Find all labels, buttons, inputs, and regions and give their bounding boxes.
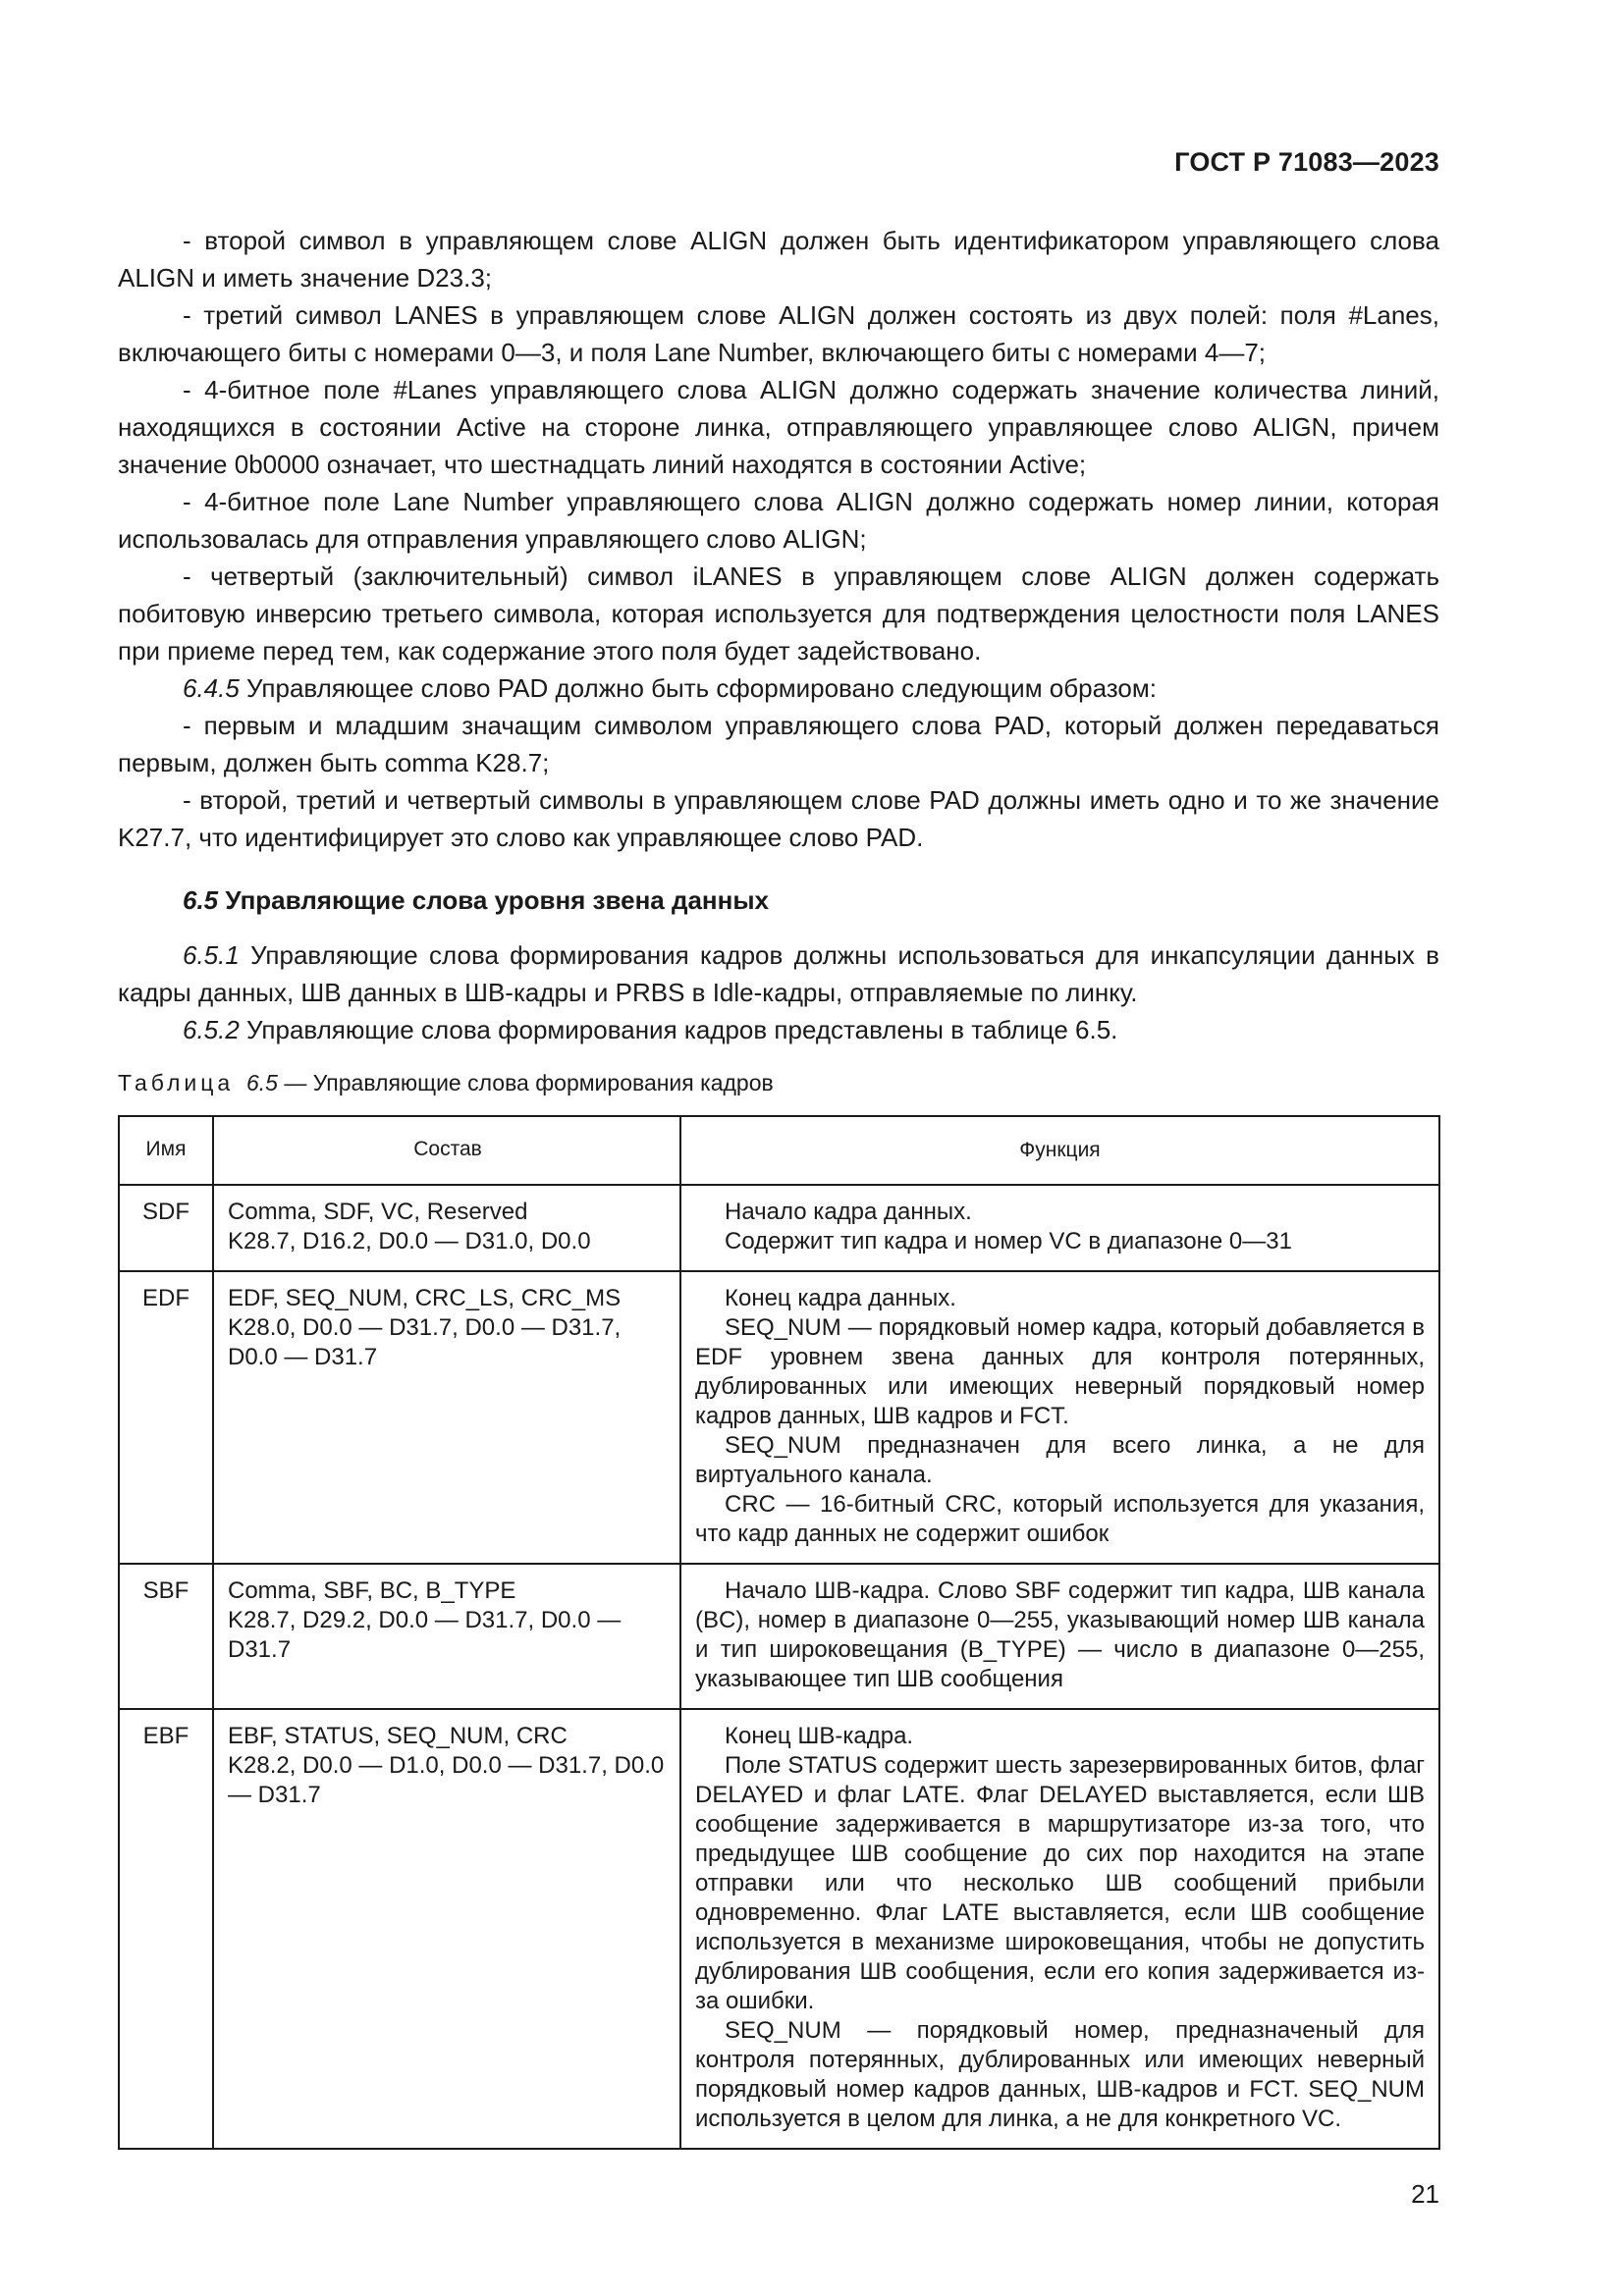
row-name: EBF [119,1709,213,2149]
row-function [680,1564,1439,1709]
function-line: Конец кадра данных. [725,1285,956,1311]
frame-control-words-table [118,1115,1440,2150]
paragraph: - 4-битное поле Lane Number управляющего слова ALIGN должно содержать номер линии, которая использовалась для отправления управляющего слово ALIGN; [118,487,1439,554]
row-name: EDF [119,1271,213,1564]
row-function [680,1709,1439,2149]
header-function: Функция [680,1116,1439,1185]
table-header-row [119,1116,1439,1185]
table-row [119,1185,1439,1271]
table-row [119,1271,1439,1564]
row-function [680,1271,1439,1564]
table-label: Таблица [118,1070,235,1095]
function-line: Начало кадра данных. [725,1199,972,1225]
composition-line: K28.7, D29.2, D0.0 — D31.7, D0.0 — D31.7 [228,1607,622,1663]
clause-number: 6.5.2 [183,1015,240,1044]
section-number: 6.5 [183,885,219,915]
section-title: Управляющие слова уровня звена данных [218,885,769,915]
composition-line: K28.2, D0.0 — D1.0, D0.0 — D31.7, D0.0 — D31.7 [228,1752,665,1808]
clause-6-4-5 [118,669,1439,707]
table-row [119,1564,1439,1709]
paragraph: - 4-битное поле #Lanes управляющего слова ALIGN должно содержать значение количества линий, находящихся в состоянии Active на стороне линка, отправляющего управляющее слово ALIGN, причем значение 0b0000 означает, что шестнадцать линий находятся в состоянии Active; [118,375,1439,479]
composition-line: EBF, STATUS, SEQ_NUM, CRC [228,1723,568,1749]
clause-6-5-1 [118,936,1439,1011]
row-composition [213,1564,680,1709]
paragraph: - четвертый (заключительный) символ iLANES в управляющем слове ALIGN должен содержать побитовую инверсию третьего символа, которая используется для подтверждения целостности поля LANES при приеме перед тем, как содержание этого поля будет задействовано. [118,561,1439,666]
paragraph: - второй, третий и четвертый символы в управляющем слове PAD должны иметь одно и то же значение K27.7, что идентифицирует это слово как управляющее слово PAD. [118,785,1439,852]
composition-line: Comma, SBF, BC, B_TYPE [228,1577,516,1604]
paragraph: - третий символ LANES в управляющем слове ALIGN должен состоять из двух полей: поля #Lanes, включающего биты с номерами 0—3, и поля Lane Number, включающего биты с номерами 4—7; [118,300,1439,367]
row-function [680,1185,1439,1271]
row-composition [213,1185,680,1271]
row-composition [213,1709,680,2149]
table-caption-text: — Управляющие слова формирования кадров [277,1070,774,1095]
paragraph: - первым и младшим значащим символом управляющего слова PAD, который должен передаваться первым, должен быть comma K28.7; [118,711,1439,777]
header-composition: Состав [213,1116,680,1185]
row-name: SDF [119,1185,213,1271]
function-line: CRC — 16-битный CRC, который используется для указания, что кадр данных не содержит ошибок [695,1491,1425,1547]
table-caption [118,1070,774,1096]
function-line: Начало ШВ-кадра. Слово SBF содержит тип кадра, ШВ канала (BC), номер в диапазоне 0—255, указывающий номер ШВ канала и тип широковещания (B_TYPE) — число в диапазоне 0—255, указывающее тип ШВ сообщения [695,1577,1425,1692]
clause-number: 6.5.1 [183,940,240,970]
header-name: Имя [119,1116,213,1185]
row-composition [213,1271,680,1564]
document-id: ГОСТ Р 71083—2023 [1174,147,1439,177]
section-heading-6-5 [118,881,1439,919]
body-text [118,222,1439,1048]
table-number: 6.5 [245,1070,278,1095]
function-line: Поле STATUS содержит шесть зарезервированных битов, флаг DELAYED и флаг LATE. Флаг DELAYED выставляется, если ШВ сообщение задерживается в маршрутизаторе из-за того, что предыдущее ШВ сообщение до сих пор находится на этапе отправки или что несколько ШВ сообщений прибыли одновременно. Флаг LATE выставляется, если ШВ сообщение используется в механизме широковещания, чтобы не допустить дублирования ШВ сообщения, если его копия задерживается из-за ошибки. [695,1752,1425,2014]
composition-line: K28.7, D16.2, D0.0 — D31.0, D0.0 [228,1228,591,1255]
page-number: 21 [1411,2179,1439,2209]
function-line: Конец ШВ-кадра. [725,1723,914,1749]
composition-line: Comma, SDF, VC, Reserved [228,1199,528,1225]
function-line: SEQ_NUM предназначен для всего линка, а не для виртуального канала. [695,1432,1425,1488]
clause-text: Управляющие слова формирования кадров представлены в таблице 6.5. [239,1015,1118,1044]
composition-line: EDF, SEQ_NUM, CRC_LS, CRC_MS [228,1285,622,1311]
clause-text: Управляющие слова формирования кадров должны использоваться для инкапсуляции данных в кадры данных, ШВ данных в ШВ-кадры и PRBS в Idle-кадры, отправляемые по линку. [118,940,1439,1007]
composition-line: K28.0, D0.0 — D31.7, D0.0 — D31.7, D0.0 — D31.7 [228,1314,622,1370]
function-line: SEQ_NUM — порядковый номер, предназначеный для контроля потерянных, дублированных или имеющих неверный порядковый номер кадров данных, ШВ-кадров и FCT. SEQ_NUM используется в целом для линка, а не для конкретного VC. [695,2017,1425,2132]
clause-text: Управляющее слово PAD должно быть сформировано следующим образом: [239,673,1157,703]
function-line: Содержит тип кадра и номер VC в диапазоне 0—31 [725,1228,1292,1255]
clause-number: 6.4.5 [183,673,240,703]
row-name: SBF [119,1564,213,1709]
clause-6-5-2 [118,1011,1439,1048]
function-line: SEQ_NUM — порядковый номер кадра, который добавляется в EDF уровнем звена данных для контроля потерянных, дублированных или имеющих неверный порядковый номер кадров данных, ШВ кадров и FCT. [695,1314,1425,1429]
paragraph: - второй символ в управляющем слове ALIGN должен быть идентификатором управляющего слова ALIGN и иметь значение D23.3; [118,226,1439,293]
table-row [119,1709,1439,2149]
